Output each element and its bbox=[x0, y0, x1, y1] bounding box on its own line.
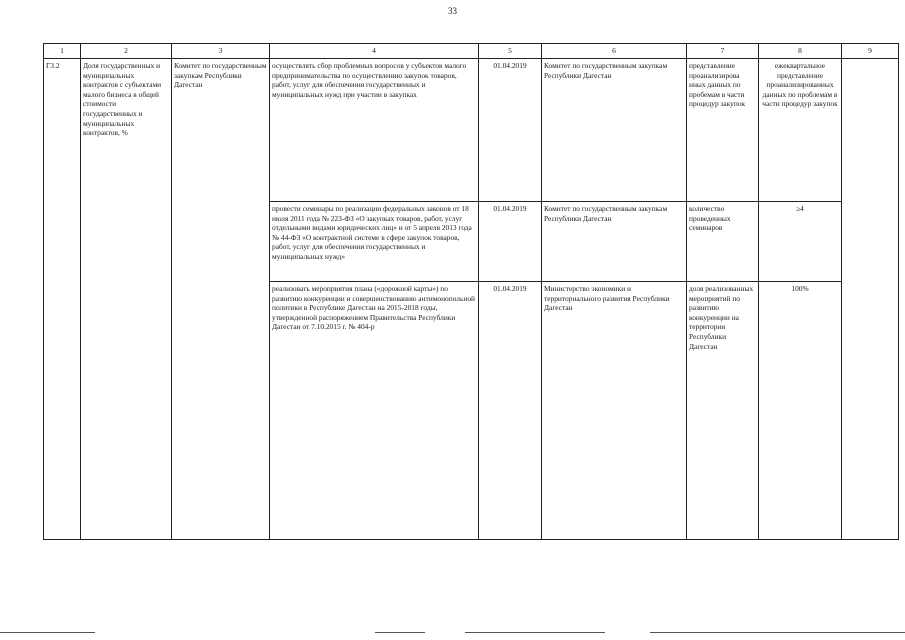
indicator-code-cell: Г3.2 bbox=[44, 59, 81, 540]
footer-rule-right bbox=[465, 632, 605, 633]
target-value-cell: 100% bbox=[759, 282, 842, 540]
indicator-cell: доля реализованных мероприятий по развитию конкуренции на территории Республики Дагестан bbox=[687, 282, 759, 540]
table-row bbox=[44, 59, 899, 202]
indicator-cell: количество проведенных семинаров bbox=[687, 202, 759, 282]
note-cell bbox=[842, 59, 899, 540]
indicator-cell: представление проанализирова нных данных по пробемам в части процедур закупок bbox=[687, 59, 759, 202]
column-header: 1 bbox=[44, 44, 81, 59]
column-header: 4 bbox=[270, 44, 479, 59]
target-value-cell: ≥4 bbox=[759, 202, 842, 282]
executor-cell: Комитет по государственным закупкам Республики Дагестан bbox=[542, 59, 687, 202]
deadline-cell: 01.04.2019 bbox=[479, 282, 542, 540]
footer-rule-left bbox=[0, 632, 95, 633]
measure-cell: провести семинары по реализации федеральных законов от 18 июля 2011 года № 223-ФЗ «О закупках товаров, работ, услуг отдельными видами юридических лиц» и от 5 апреля 2013 года № 44-ФЗ «О контрактной системе в сфере закупок товаров, работ, услуг для обеспечения государственных и муниципальных нужд» bbox=[270, 202, 479, 282]
target-value-cell: ежеквартальное представление проанализированных данных по проблемам в части процедур закупок bbox=[759, 59, 842, 202]
column-header: 2 bbox=[81, 44, 172, 59]
footer-rule-center bbox=[375, 632, 425, 633]
column-header: 6 bbox=[542, 44, 687, 59]
table-header-row bbox=[44, 44, 899, 59]
executor-cell: Министерство экономики и территориального развития Республики Дагестан bbox=[542, 282, 687, 540]
column-header: 8 bbox=[759, 44, 842, 59]
column-header: 7 bbox=[687, 44, 759, 59]
indicator-name-cell: Доля государственных и муниципальных контрактов с субъектами малого бизнеса в общей стоимости государственных и муниципальных контрактов, % bbox=[81, 59, 172, 540]
deadline-cell: 01.04.2019 bbox=[479, 202, 542, 282]
responsible-body-cell: Комитет по государственным закупкам Республики Дагестан bbox=[172, 59, 270, 540]
deadline-cell: 01.04.2019 bbox=[479, 59, 542, 202]
column-header: 3 bbox=[172, 44, 270, 59]
measures-table bbox=[43, 43, 899, 540]
executor-cell: Комитет по государственным закупкам Республики Дагестан bbox=[542, 202, 687, 282]
measure-cell: реализовать мероприятия плана («дорожной карты») по развитию конкуренции и совершенствованию антимонопольной политики в Республике Дагестан на 2015-2018 годы, утвержденной распоряжением Правительства Республики Дагестан от 7.10.2015 г. № 404-р bbox=[270, 282, 479, 540]
measure-cell: осуществлять сбор проблемных вопросов у субъектов малого предпринимательства по осуществлению закупок товаров, работ, услуг для обеспечения государственных и муниципальных нужд при участии в закупках bbox=[270, 59, 479, 202]
page-number: 33 bbox=[448, 6, 457, 16]
footer-rule-far-right bbox=[650, 632, 905, 633]
column-header: 9 bbox=[842, 44, 899, 59]
column-header: 5 bbox=[479, 44, 542, 59]
